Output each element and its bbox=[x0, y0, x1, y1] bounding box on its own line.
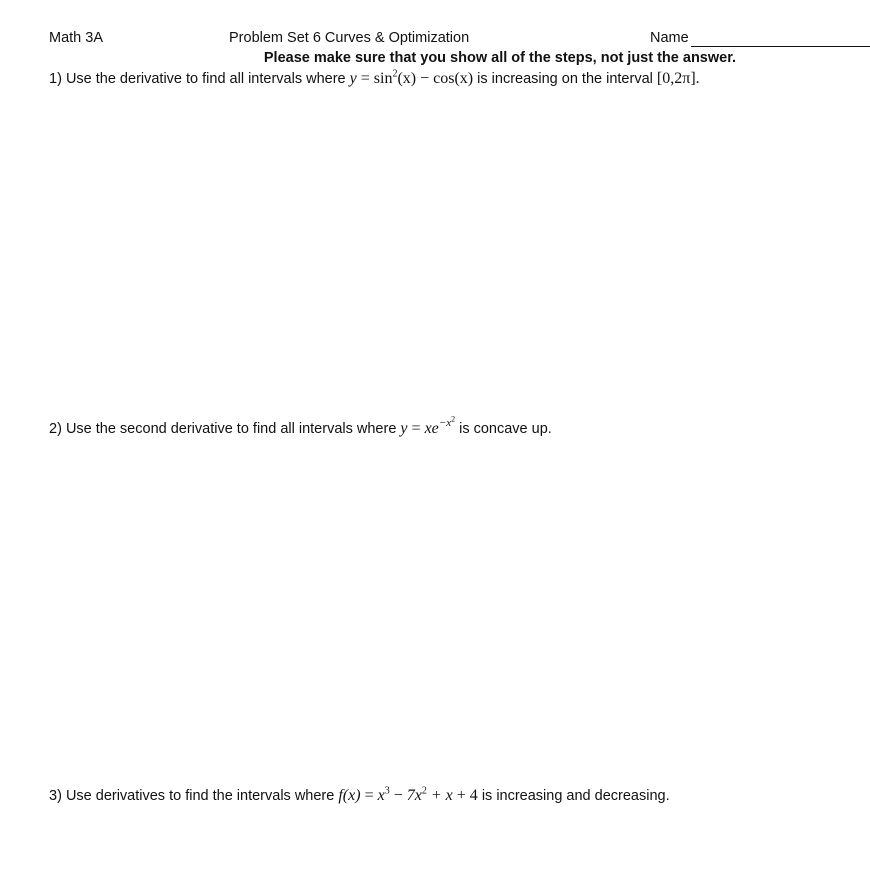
q2-y: y bbox=[400, 420, 408, 437]
q1-sin-exp: 2 bbox=[392, 68, 398, 80]
q1-sin: sin bbox=[373, 70, 393, 87]
q3-plus-4: + 4 bbox=[456, 787, 478, 804]
question-1-expression bbox=[350, 70, 473, 87]
question-2-number: 2) bbox=[49, 421, 62, 437]
q2-base: xe bbox=[424, 420, 439, 437]
q1-y: y bbox=[349, 70, 357, 87]
question-2-text-before: Use the second derivative to find all intervals where bbox=[65, 421, 397, 437]
question-3-number: 3) bbox=[49, 788, 62, 804]
q3-x3-pow: 3 bbox=[384, 785, 390, 797]
question-3 bbox=[49, 787, 670, 805]
question-1-period: . bbox=[695, 70, 700, 87]
q3-eq: = bbox=[364, 787, 374, 804]
question-3-expression bbox=[338, 787, 477, 804]
instructions-text: Please make sure that you show all of the steps, not just the answer. bbox=[263, 50, 737, 66]
question-2-text-after: is concave up. bbox=[459, 421, 552, 437]
question-3-text-before: Use derivatives to find the intervals where bbox=[65, 788, 335, 804]
name-blank-line bbox=[691, 46, 870, 47]
name-label: Name bbox=[650, 30, 689, 46]
q1-minus: − bbox=[420, 70, 430, 87]
q2-exponent bbox=[438, 414, 456, 429]
q2-eq: = bbox=[411, 420, 421, 437]
problem-set-title: Problem Set 6 Curves & Optimization bbox=[229, 30, 470, 46]
q1-sin-arg: (x) bbox=[397, 70, 417, 87]
q3-7x2: 7x bbox=[406, 787, 422, 804]
question-1-number: 1) bbox=[49, 71, 62, 87]
q2-exp-body: −x bbox=[438, 417, 452, 429]
q1-eq: = bbox=[360, 70, 370, 87]
q3-f: f(x) bbox=[338, 787, 361, 804]
question-1 bbox=[49, 70, 700, 88]
question-2-expression bbox=[400, 414, 456, 437]
question-1-interval: [0,2π] bbox=[656, 70, 696, 87]
q3-7x2-pow: 2 bbox=[421, 785, 427, 797]
question-2 bbox=[49, 414, 552, 438]
q2-exp-power: 2 bbox=[451, 414, 456, 424]
q1-cos: cos(x) bbox=[433, 70, 474, 87]
q3-minus: − bbox=[393, 787, 403, 804]
question-3-text-after: is increasing and decreasing. bbox=[481, 788, 670, 804]
course-label: Math 3A bbox=[49, 30, 103, 46]
q3-plus-x: + x bbox=[430, 787, 453, 804]
question-1-text-before: Use the derivative to find all intervals where bbox=[65, 71, 346, 87]
q3-x3: x bbox=[377, 787, 385, 804]
question-1-text-mid: is increasing on the interval bbox=[477, 71, 653, 87]
